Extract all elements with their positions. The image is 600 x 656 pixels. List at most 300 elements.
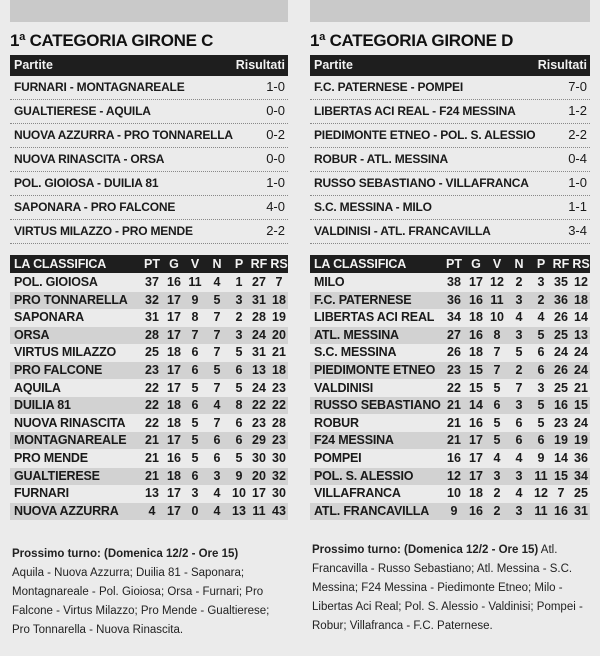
stat-cell: 6 [537,363,545,377]
match-row [10,172,288,196]
next-round-fixtures: Aquila - Nuova Azzurra; Duilia 81 - Saponara; Montagnareale - Pol. Gioiosa; Orsa - Furnari; Pro Falcone - Virtus Milazzo; Pro Mende - Gualtierese; Pro Tonnarella - Nuova Rinascita. [12,567,270,636]
stat-cell: 6 [515,415,523,430]
col-header-rs: RS [572,257,590,271]
stat-cell: 27 [252,275,266,289]
stat-cell: 9 [450,503,458,518]
match-result: 0-0 [266,103,285,118]
team-name: MONTAGNAREALE [14,433,127,448]
stat-cell: 19 [554,433,568,448]
stat-cell: 25 [574,486,588,501]
stat-cell: 35 [554,275,568,289]
stat-cell: 4 [213,398,221,413]
stat-cell: 21 [145,468,159,483]
stat-cell: 23 [272,433,286,448]
stat-cell: 28 [252,310,266,325]
stat-cell: 5 [493,380,501,395]
match-row [310,220,590,244]
match-result: 0-2 [266,127,285,142]
stat-cell: 20 [272,327,286,342]
col-header-n: N [212,257,222,271]
stat-cell: 5 [235,345,243,360]
stat-cell: 17 [167,486,181,501]
stat-cell: 24 [574,345,588,360]
col-header-pt: PT [144,257,160,271]
stat-cell: 43 [272,503,286,518]
table-row [310,344,590,361]
team-name: ATL. MESSINA [314,327,399,342]
stat-cell: 23 [145,363,159,377]
stat-cell: 36 [554,292,568,307]
stat-cell: 5 [213,363,221,377]
stat-cell: 9 [235,468,243,483]
stat-cell: 6 [515,433,523,448]
stat-cell: 17 [167,433,181,448]
stat-cell: 7 [557,486,565,501]
stat-cell: 2 [515,363,523,377]
stat-cell: 18 [574,292,588,307]
stat-cell: 19 [574,433,588,448]
stat-cell: 4 [515,486,523,501]
stat-cell: 22 [252,398,266,413]
stat-cell: 3 [191,486,199,501]
table-row [10,344,288,361]
stat-cell: 2 [493,503,501,518]
team-name: POL. GIOIOSA [14,275,98,289]
team-name: ATL. FRANCAVILLA [314,503,430,518]
stat-cell: 12 [447,468,461,483]
stat-cell: 2 [537,292,545,307]
stat-cell: 36 [574,451,588,465]
stat-cell: 11 [188,275,202,289]
stat-cell: 18 [272,363,286,377]
stat-cell: 7 [213,380,221,395]
stat-cell: 30 [272,486,286,501]
stat-cell: 5 [191,415,199,430]
next-round-label: Prossimo turno: (Domenica 12/2 - Ore 15) [312,544,539,556]
stat-cell: 16 [167,275,181,289]
table-row [310,485,590,502]
stat-cell: 16 [469,292,483,307]
table-row [10,274,288,291]
team-name: LIBERTAS ACI REAL [314,310,435,325]
stat-cell: 9 [191,292,199,307]
stat-cell: 16 [447,451,461,465]
team-name: POMPEI [314,451,362,465]
stat-cell: 0 [191,503,199,518]
stat-cell: 6 [213,433,221,448]
stat-cell: 10 [232,486,246,501]
stat-cell: 26 [554,363,568,377]
stat-cell: 20 [252,468,266,483]
stat-cell: 21 [447,415,461,430]
stat-cell: 5 [493,433,501,448]
match-teams: NUOVA RINASCITA - ORSA [14,152,165,166]
stat-cell: 17 [167,503,181,518]
stat-cell: 7 [493,345,501,360]
stat-cell: 31 [252,345,266,360]
stat-cell: 17 [167,310,181,325]
stat-cell: 14 [469,398,483,413]
stat-cell: 12 [534,486,548,501]
stat-cell: 6 [191,468,199,483]
match-result: 7-0 [568,79,587,94]
stat-cell: 12 [574,275,588,289]
stat-cell: 6 [537,433,545,448]
table-row [310,450,590,467]
next-round [12,545,288,640]
stat-cell: 18 [167,345,181,360]
team-name: NUOVA AZZURRA [14,503,119,518]
stat-cell: 15 [554,468,568,483]
stat-cell: 18 [469,310,483,325]
match-result: 1-0 [266,79,285,94]
col-header-p: P [536,257,546,271]
match-result: 1-1 [568,199,587,214]
stat-cell: 7 [191,327,199,342]
table-row [310,362,590,379]
standings-header [10,255,288,273]
col-header-n: N [514,257,524,271]
stat-cell: 22 [145,380,159,395]
table-row [310,397,590,414]
table-row [10,292,288,309]
match-row [10,220,288,244]
stat-cell: 12 [490,275,504,289]
stat-cell: 15 [469,363,483,377]
match-result: 2-2 [568,127,587,142]
team-name: VILLAFRANCA [314,486,401,501]
match-row [310,148,590,172]
stat-cell: 29 [252,433,266,448]
stat-cell: 23 [252,415,266,430]
stat-cell: 26 [554,310,568,325]
stat-cell: 10 [447,486,461,501]
team-name: PRO FALCONE [14,363,103,377]
stat-cell: 13 [252,363,266,377]
stat-cell: 13 [145,486,159,501]
team-name: SAPONARA [14,310,84,325]
stat-cell: 8 [191,310,199,325]
col-header-rf: RF [552,257,570,271]
top-band-right [310,0,590,22]
stat-cell: 3 [515,327,523,342]
stat-cell: 11 [534,468,548,483]
team-name: S.C. MESSINA [314,345,397,360]
match-teams: RUSSO SEBASTIANO - VILLAFRANCA [314,176,529,190]
stat-cell: 6 [235,363,243,377]
table-row [10,380,288,397]
stat-cell: 5 [191,451,199,465]
match-row [10,196,288,220]
stat-cell: 4 [213,503,221,518]
team-name: GUALTIERESE [14,468,100,483]
table-row [310,503,590,520]
table-row [10,415,288,432]
stat-cell: 18 [167,415,181,430]
team-name: NUOVA RINASCITA [14,415,126,430]
table-row [10,485,288,502]
stat-cell: 2 [235,310,243,325]
stat-cell: 13 [574,327,588,342]
stat-cell: 6 [537,345,545,360]
stat-cell: 7 [213,310,221,325]
stat-cell: 17 [469,433,483,448]
match-result: 0-4 [568,151,587,166]
row-divider [10,243,288,244]
stat-cell: 3 [235,292,243,307]
team-name: VALDINISI [314,380,374,395]
team-name: AQUILA [14,380,61,395]
team-name: PRO MENDE [14,451,88,465]
stat-cell: 28 [145,327,159,342]
match-row [310,76,590,100]
top-band-left [10,0,288,22]
stat-cell: 3 [537,275,545,289]
stat-cell: 34 [574,468,588,483]
match-teams: POL. GIOIOSA - DUILIA 81 [14,176,159,190]
stat-cell: 23 [554,415,568,430]
stat-cell: 7 [515,380,523,395]
table-row [310,274,590,291]
stat-cell: 6 [235,433,243,448]
stat-cell: 5 [235,380,243,395]
next-round-label: Prossimo turno: (Domenica 12/2 - Ore 15) [12,548,239,560]
stat-cell: 30 [252,451,266,465]
stat-cell: 18 [469,345,483,360]
match-result: 1-2 [568,103,587,118]
stat-cell: 22 [272,398,286,413]
partite-label: Partite [314,58,353,72]
stat-cell: 11 [252,503,266,518]
stat-cell: 16 [554,503,568,518]
stat-cell: 7 [493,363,501,377]
stat-cell: 1 [235,275,243,289]
stat-cell: 2 [515,275,523,289]
stat-cell: 16 [469,327,483,342]
match-result: 0-0 [266,151,285,166]
next-round [312,541,590,636]
match-row [10,76,288,100]
stat-cell: 4 [213,486,221,501]
stat-cell: 3 [515,398,523,413]
team-name: DUILIA 81 [14,398,71,413]
stat-cell: 22 [447,380,461,395]
results-header [10,55,288,76]
table-row [10,362,288,379]
stat-cell: 17 [469,468,483,483]
match-row [10,148,288,172]
stat-cell: 11 [490,292,504,307]
stat-cell: 3 [213,468,221,483]
team-name: VIRTUS MILAZZO [14,345,117,360]
stat-cell: 25 [145,345,159,360]
stat-cell: 30 [272,451,286,465]
stat-cell: 19 [272,310,286,325]
stat-cell: 26 [447,345,461,360]
match-row [310,100,590,124]
stat-cell: 5 [537,327,545,342]
stat-cell: 5 [235,451,243,465]
stat-cell: 6 [191,345,199,360]
team-name: MILO [314,275,345,289]
team-name: FURNARI [14,486,69,501]
team-name: ORSA [14,327,50,342]
stat-cell: 8 [235,398,243,413]
stat-cell: 24 [554,345,568,360]
stat-cell: 8 [493,327,501,342]
girone-c-title: 1ª CATEGORIA GIRONE C [10,31,214,50]
match-teams: VIRTUS MILAZZO - PRO MENDE [14,224,193,238]
match-teams: SAPONARA - PRO FALCONE [14,200,176,214]
stat-cell: 3 [515,468,523,483]
stat-cell: 21 [447,398,461,413]
table-row [10,309,288,326]
stat-cell: 4 [213,275,221,289]
match-teams: LIBERTAS ACI REAL - F24 MESSINA [314,104,516,118]
stat-cell: 23 [272,380,286,395]
stat-cell: 17 [167,380,181,395]
stat-cell: 22 [145,415,159,430]
stat-cell: 2 [493,486,501,501]
table-row [310,327,590,344]
stat-cell: 3 [537,380,545,395]
match-teams: GUALTIERESE - AQUILA [14,104,151,118]
team-name: F24 MESSINA [314,433,394,448]
stat-cell: 17 [469,451,483,465]
stat-cell: 32 [272,468,286,483]
stat-cell: 32 [145,292,159,307]
stat-cell: 17 [167,327,181,342]
stat-cell: 14 [554,451,568,465]
stat-cell: 27 [447,327,461,342]
match-result: 1-0 [266,175,285,190]
team-name: PRO TONNARELLA [14,292,128,307]
table-row [10,450,288,467]
table-row [310,380,590,397]
stat-cell: 4 [493,451,501,465]
col-header-v: V [190,257,200,271]
stat-cell: 11 [534,503,548,518]
stat-cell: 18 [272,292,286,307]
team-name: ROBUR [314,415,359,430]
match-row [310,172,590,196]
col-header-pt: PT [446,257,462,271]
stat-cell: 17 [252,486,266,501]
stat-cell: 25 [554,380,568,395]
team-name: PIEDIMONTE ETNEO [314,363,436,377]
stat-cell: 4 [148,503,156,518]
stat-cell: 4 [515,310,523,325]
results-header [310,55,590,76]
stat-cell: 24 [252,327,266,342]
team-name: POL. S. ALESSIO [314,468,414,483]
stat-cell: 21 [447,433,461,448]
stat-cell: 5 [191,433,199,448]
stat-cell: 3 [515,292,523,307]
match-teams: NUOVA AZZURRA - PRO TONNARELLA [14,128,233,142]
match-teams: S.C. MESSINA - MILO [314,200,432,214]
match-teams: ROBUR - ATL. MESSINA [314,152,448,166]
col-header-p: P [234,257,244,271]
stat-cell: 13 [232,503,246,518]
row-divider [310,243,590,244]
stat-cell: 15 [574,398,588,413]
match-teams: FURNARI - MONTAGNAREALE [14,80,185,94]
team-name: F.C. PATERNESE [314,292,412,307]
team-name: RUSSO SEBASTIANO [314,398,441,413]
table-row [310,468,590,485]
col-header-rf: RF [250,257,268,271]
partite-label: Partite [14,58,53,72]
stat-cell: 4 [515,451,523,465]
match-result: 4-0 [266,199,285,214]
stat-cell: 5 [213,292,221,307]
table-row [10,503,288,520]
stat-cell: 17 [167,363,181,377]
stat-cell: 5 [515,345,523,360]
stat-cell: 22 [145,398,159,413]
col-header-g: G [471,257,481,271]
stat-cell: 21 [574,380,588,395]
stat-cell: 18 [167,468,181,483]
stat-cell: 6 [493,398,501,413]
stat-cell: 5 [493,415,501,430]
stat-cell: 18 [469,486,483,501]
stat-cell: 23 [447,363,461,377]
stat-cell: 31 [252,292,266,307]
stat-cell: 3 [235,327,243,342]
stat-cell: 6 [191,398,199,413]
match-result: 2-2 [266,223,285,238]
match-row [310,196,590,220]
col-header-rs: RS [270,257,288,271]
stat-cell: 5 [191,380,199,395]
match-result: 3-4 [568,223,587,238]
girone-d-title: 1ª CATEGORIA GIRONE D [310,31,514,50]
col-header-g: G [169,257,179,271]
table-row [10,327,288,344]
stat-cell: 21 [145,451,159,465]
stat-cell: 7 [213,415,221,430]
next-round-fixtures: Atl. Francavilla - Russo Sebastiano; Atl. Messina - S.C. Messina; F24 Messina - Piedimonte Etneo; Milo - Libertas Aci Real; Pol. S. Alessio - Valdinisi; Pompei - Robur; Villafranca - F.C. Paternese. [312,544,583,632]
stat-cell: 37 [145,275,159,289]
standings-title: LA CLASSIFICA [314,257,407,271]
table-row [310,415,590,432]
table-row [310,309,590,326]
table-row [10,397,288,414]
match-row [10,124,288,148]
stat-cell: 5 [537,398,545,413]
standings-header [310,255,590,273]
stat-cell: 38 [447,275,461,289]
match-teams: F.C. PATERNESE - POMPEI [314,80,463,94]
stat-cell: 14 [574,310,588,325]
stat-cell: 21 [272,345,286,360]
stat-cell: 6 [235,415,243,430]
match-teams: VALDINISI - ATL. FRANCAVILLA [314,224,491,238]
standings-title: LA CLASSIFICA [14,257,107,271]
risultati-label: Risultati [537,58,587,72]
stat-cell: 24 [574,415,588,430]
stat-cell: 28 [272,415,286,430]
stat-cell: 17 [167,292,181,307]
stat-cell: 9 [537,451,545,465]
stat-cell: 25 [554,327,568,342]
match-result: 1-0 [568,175,587,190]
table-row [310,432,590,449]
stat-cell: 24 [252,380,266,395]
stat-cell: 7 [213,345,221,360]
